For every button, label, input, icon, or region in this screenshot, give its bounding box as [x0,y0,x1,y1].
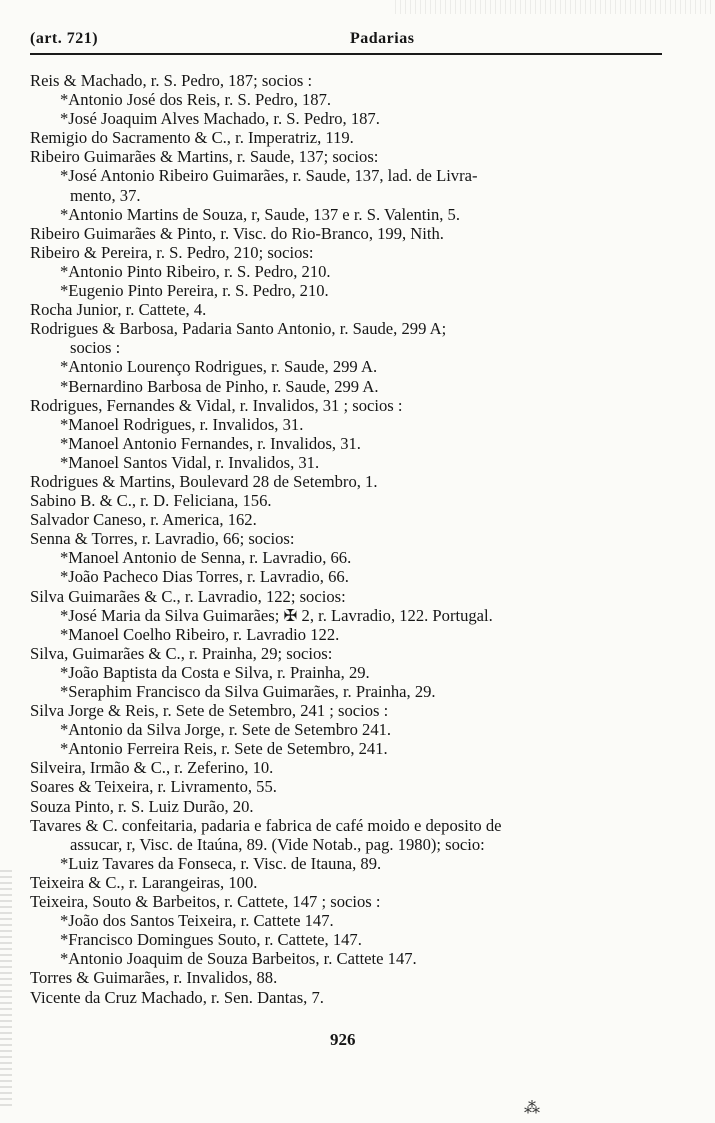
entries-list [30,71,670,1007]
entry-line: Silva Jorge & Reis, r. Sete de Setembro, 241 ; socios : [30,701,389,721]
section-title: Padarias [350,30,415,47]
partner-line: *João Pacheco Dias Torres, r. Lavradio, 66. [60,567,349,587]
partner-line: *Manoel Coelho Ribeiro, r. Lavradio 122. [60,624,340,644]
partner-line: *João Baptista da Costa e Silva, r. Prainha, 29. [60,662,370,682]
header-rule [30,53,662,55]
partner-line: *Seraphim Francisco da Silva Guimarães, r. Prainha, 29. [60,682,436,701]
partner-line: *José Maria da Silva Guimarães; ✠ 2, r. Lavradio, 122. Portugal. [60,605,493,625]
scan-noise [395,0,715,14]
entry-line: Teixeira & C., r. Larangeiras, 100. [30,872,258,892]
entry-line: Soares & Teixeira, r. Livramento, 55. [30,777,277,797]
partner-line: *João dos Santos Teixeira, r. Cattete 147. [60,911,334,931]
partner-line: *Antonio Martins de Souza, r, Saude, 137 e r. S. Valentin, 5. [60,204,460,224]
entry-line: Silva, Guimarães & C., r. Prainha, 29; socios: [30,643,333,663]
entry-line: Ribeiro Guimarães & Martins, r. Saude, 137; socios: [30,147,379,167]
partner-line: *Manoel Antonio de Senna, r. Lavradio, 66. [60,548,352,568]
partner-line: *Manoel Rodrigues, r. Invalidos, 31. [60,414,304,434]
entry-line: Teixeira, Souto & Barbeitos, r. Cattete, 147 ; socios : [30,892,381,912]
partner-line: *Manoel Santos Vidal, r. Invalidos, 31. [60,452,320,472]
entry-line: Sabino B. & C., r. D. Feliciana, 156. [30,491,272,511]
partner-line: *Eugenio Pinto Pereira, r. S. Pedro, 210. [60,281,329,301]
entry-line: Ribeiro Guimarães & Pinto, r. Visc. do Rio-Branco, 199, Nith. [30,223,444,243]
entry-line: Rodrigues, Fernandes & Vidal, r. Invalidos, 31 ; socios : [30,395,403,415]
entry-line: Silveira, Irmão & C., r. Zeferino, 10. [30,758,274,778]
entry-line: Reis & Machado, r. S. Pedro, 187; socios : [30,71,313,90]
entry-line: Vicente da Cruz Machado, r. Sen. Dantas, 7. [30,987,324,1007]
entry-line: Rocha Junior, r. Cattete, 4. [30,300,207,320]
entry-line: Remigio do Sacramento & C., r. Imperatriz, 119. [30,128,354,148]
continuation-line: assucar, r, Visc. de Itaúna, 89. (Vide Notab., pag. 1980); socio: [70,834,485,854]
entry-line: Silva Guimarães & C., r. Lavradio, 122; socios: [30,586,346,606]
continuation-line: socios : [70,338,121,358]
entry-line: Souza Pinto, r. S. Luiz Durão, 20. [30,796,254,816]
partner-line: *Antonio da Silva Jorge, r. Sete de Setembro 241. [60,720,392,740]
partner-line: *Antonio Ferreira Reis, r. Sete de Setembro, 241. [60,739,388,759]
partner-line: *Antonio Joaquim de Souza Barbeitos, r. Cattete 147. [60,949,417,969]
partner-line: *Manoel Antonio Fernandes, r. Invalidos, 31. [60,433,361,453]
entry-line: Ribeiro & Pereira, r. S. Pedro, 210; socios: [30,242,314,262]
scan-edge-marks [0,870,12,1110]
ink-speck: ⁂ [524,1098,540,1117]
page-number: 926 [330,1030,356,1049]
partner-line: *Antonio Lourenço Rodrigues, r. Saude, 299 A. [60,357,378,377]
partner-line: *Francisco Domingues Souto, r. Cattete, 147. [60,930,362,950]
entry-line: Rodrigues & Martins, Boulevard 28 de Setembro, 1. [30,471,378,491]
page-header [30,28,660,52]
partner-line: *José Joaquim Alves Machado, r. S. Pedro, 187. [60,109,380,129]
partner-line: *Luiz Tavares da Fonseca, r. Visc. de Itauna, 89. [60,853,382,873]
entry-line: Torres & Guimarães, r. Invalidos, 88. [30,968,278,988]
article-reference: (art. 721) [30,30,99,47]
partner-line: *Antonio Pinto Ribeiro, r. S. Pedro, 210. [60,261,331,281]
entry-line: Senna & Torres, r. Lavradio, 66; socios: [30,529,295,549]
partner-line: *Bernardino Barbosa de Pinho, r. Saude, 299 A. [60,376,379,396]
partner-line: *José Antonio Ribeiro Guimarães, r. Saude, 137, lad. de Livra- [60,166,478,186]
entry-line: Rodrigues & Barbosa, Padaria Santo Antonio, r. Saude, 299 A; [30,319,447,339]
partner-line: *Antonio José dos Reis, r. S. Pedro, 187. [60,90,332,110]
continuation-line: mento, 37. [70,185,141,205]
entry-line: Salvador Caneso, r. America, 162. [30,510,257,530]
entry-line: Tavares & C. confeitaria, padaria e fabrica de café moido e deposito de [30,815,502,835]
